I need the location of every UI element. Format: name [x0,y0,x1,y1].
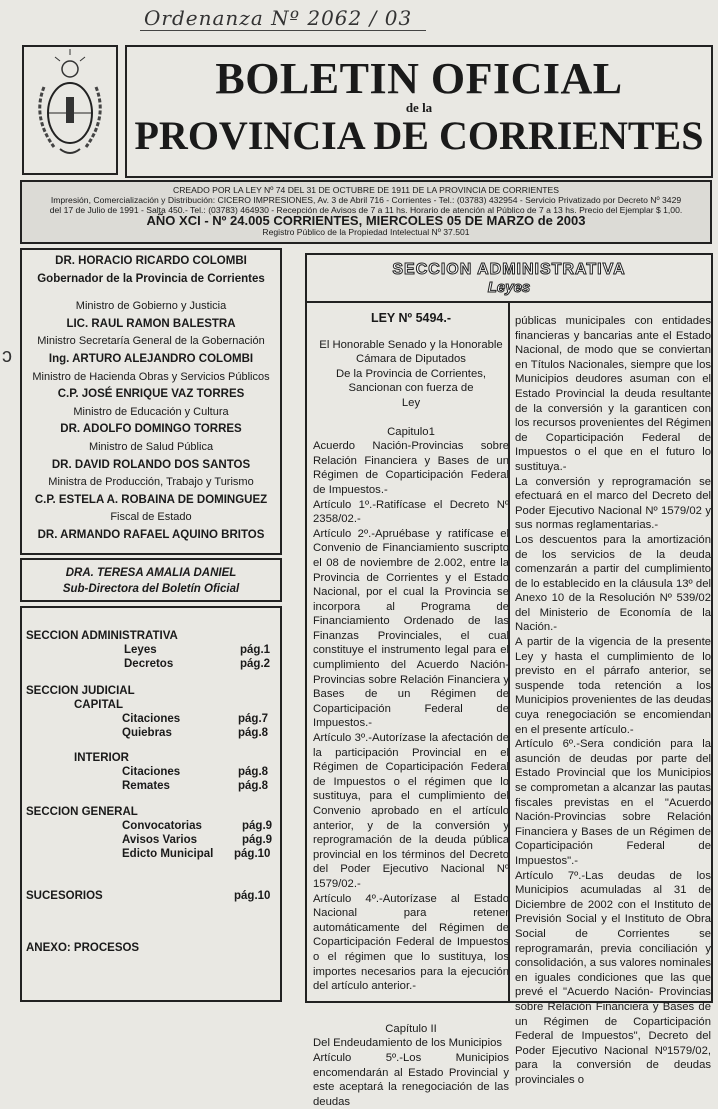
law-content [305,253,713,1108]
subdirector-box [20,558,282,602]
law-paragraph: La conversión y reprogramación se efectuará en el marco del Decreto del Poder Ejecutivo Nacional Nº 1579/02 y sus normas reglamentarias.- [515,475,711,532]
law-paragraph: Acuerdo Nación-Provincias sobre Relación Financiera y Bases de un Régimen de Coparticipación Federal de Impuestos.- [313,440,509,496]
official-line: Gobernador de la Provincia de Corrientes [37,272,265,285]
official-line: Ing. ARTURO ALEJANDRO COLOMBI [48,352,254,365]
official-line: Ministro Secretaría General de la Gobernación [37,335,265,348]
masthead-connector: de la [405,100,433,115]
toc-item[interactable]: Quiebras [122,727,172,739]
official-line: Ministra de Producción, Trabajo y Turismo [48,476,254,489]
section-subtitle: Leyes [487,279,531,296]
chapter-heading: Capítulo II [385,1022,437,1035]
toc-page: pág.7 [238,713,269,725]
official-line: Ministro de Gobierno y Justicia [75,300,227,313]
official-line: C.P. JOSÉ ENRIQUE VAZ TORRES [57,388,245,401]
masthead-province: PROVINCIA DE CORRIENTES [134,113,704,158]
subdirector-name: DRA. TERESA AMALIA DANIEL [65,567,237,579]
official-line: Ministro de Salud Pública [88,440,214,453]
law-paragraph: públicas municipales con entidades financieras y bancarias ante el Estado Nacional, de modo que se conviertan en Títulos Nacionales, siempre que los Municipios deudores asuman con el Estado Provincial la deuda resultante de la conversión y la garanticen con los recursos provenientes del Régimen de Coparticipación Federal de Impuestos o el que en el futuro lo sustituya.- [515,315,711,473]
handwritten-annotation: Ordenanza Nº 2062 / 03 [140,6,426,31]
section-title: SECCION ADMINISTRATIVA [392,261,626,278]
toc-page: pág.10 [234,890,271,902]
toc-section: SECCION ADMINISTRATIVA [26,630,178,642]
preamble-line: Cámara de Diputados [356,353,466,366]
issue-date: AÑO XCI - Nº 24.005 CORRIENTES, MIERCOLES 05 DE MARZO de 2003 [146,213,586,228]
law-column-1 [313,311,509,1109]
info-line: CREADO POR LA LEY Nº 74 DEL 31 DE OCTUBRE DE 1911 DE LA PROVINCIA DE CORRIENTES [172,185,559,195]
masthead-title: BOLETIN OFICIAL [215,54,623,103]
official-line [22,288,280,298]
law-paragraph: Artículo 3º.-Autorízase la afectación de la participación Provincial en el Régimen de Coparticipación Federal de Impuestos o el régimen que lo sustituya, para el cumplimiento del Convenio aprobado en el artículo anterior, y de la conversión y reprogramación de la deuda pública provincial en los términos del Decreto del Poder Ejecutivo Nacional Nº 1579/02.- [313,732,509,890]
official-line: Ministro de Hacienda Obras y Servicios Públicos [32,370,270,383]
table-of-contents [20,606,282,1002]
law-paragraph: Artículo 2º.-Apruébase y ratifícase el Convenio de Financiamiento suscripto el 08 de noviembre de 2.002, entre la Provincia de Corrientes y el Estado Nacional, por el cual la Provincia se incorpora al Programa de Financiamiento Ordenado de las Finanzas Provinciales, el cual constituye el instrumento legal para el cumplimiento del Acuerdo Nación-Provincias sobre Relación Financiera y Bases de un Régimen de Coparticipación Federal de Impuestos.- [313,527,509,730]
law-paragraph: Artículo 6º.-Sera condición para la asunción de deudas por parte del Estado Provincial que los Municipios se comprometan a alcanzar las pautas fiscales previstas en el "Acuerdo Nación-Provincias sobre Relación Financiera y Bases de un Régimen de Coparticipación Federal de Impuestos".- [515,738,711,867]
toc-page: pág.9 [242,820,273,832]
toc-page: pág.8 [238,780,269,792]
subdirector-role: Sub-Directora del Boletín Oficial [62,583,240,595]
toc-item[interactable]: Citaciones [122,713,181,725]
preamble-line: Sancionan con fuerza de [348,382,474,395]
publication-info [20,180,712,244]
toc-item[interactable]: Citaciones [122,766,181,778]
toc-item[interactable]: Edicto Municipal [122,848,214,860]
law-paragraph: Los descuentos para la amortización de los servicios de la deuda comenzarán a partir del cumplimiento de lo establecido en la cláusula 13º del Anexo 10 de la Resolución Nº 539/02 del Ministerio de Economía de la Nación.- [515,533,711,634]
toc-page: pág.8 [238,727,269,739]
official-line: Ministro de Educación y Cultura [73,405,229,418]
law-paragraph: A partir de la vigencia de la presente Ley y hasta el cumplimiento de lo previsto en el párrafo anterior, se suspende toda retención a los Municipios provenientes de las deudas cuya renegociación se encomiendan en el presente artículo.- [515,636,711,736]
binding-mark: ͻ [2,345,12,367]
law-preamble [313,338,509,411]
toc-page: pág.2 [240,658,271,670]
official-line: DR. DAVID ROLANDO DOS SANTOS [51,458,251,471]
toc-section: SECCION GENERAL [26,806,138,818]
toc-section: SECCION JUDICIAL [26,685,135,697]
toc-subsection: INTERIOR [74,752,129,764]
official-line: C.P. ESTELA A. ROBAINA DE DOMINGUEZ [34,493,268,506]
toc-item[interactable]: Decretos [124,658,174,670]
toc-item[interactable]: Convocatorias [122,820,202,832]
masthead [125,45,713,178]
info-line: del 17 de Julio de 1991 - Salta 450.- Tel.: (03783) 464930 - Recepción de Avisos de 7 a 11 hs. Horario de atención al Público de 7 a 13 hs. Precio del Ejemplar $ 1,00. [49,205,683,215]
official-line: DR. ARMANDO RAFAEL AQUINO BRITOS [37,528,265,541]
law-number: LEY Nº 5494.- [370,311,452,325]
toc-section[interactable]: ANEXO: PROCESOS [26,942,140,954]
toc-section[interactable]: SUCESORIOS [26,890,103,902]
info-line: Impresión, Comercialización y Distribución: CICERO IMPRESIONES, Av. 3 de Abril 716 - Corrientes - Tel.: (03783) 432954 - Servicio Privatizado por Decreto Nº 3429 [50,195,682,205]
toc-page: pág.9 [242,834,273,846]
preamble-line: Ley [401,396,421,409]
preamble-line: De la Provincia de Corrientes, [335,367,487,380]
official-line: DR. HORACIO RICARDO COLOMBI [55,255,247,267]
law-paragraph: Artículo 4º.-Autorízase al Estado Nacional para retener automáticamente del Régimen de Coparticipación Federal de Impuestos o el régimen que lo sustituya, los importes necesarios para la ejecución del artículo anterior.- [313,892,509,993]
toc-page: pág.8 [238,766,269,778]
officials-list [20,248,282,555]
preamble-line: El Honorable Senado y la Honorable [319,338,503,351]
official-line: DR. ADOLFO DOMINGO TORRES [60,423,242,436]
law-paragraph: Artículo 1º.-Ratifícase el Decreto Nº 2358/02.- [313,498,509,526]
toc-page: pág.10 [234,848,271,860]
official-line: Fiscal de Estado [110,511,192,524]
coat-of-arms-icon [24,47,116,173]
official-line: LIC. RAUL RAMON BALESTRA [66,317,236,330]
law-paragraph: Del Endeudamiento de los Municipios [313,1037,503,1050]
law-paragraph: Artículo 7º.-Las deudas de los Municipios acumuladas al 31 de Diciembre de 2002 con el Instituto de Previsión Social y el Instituto de Obra Social de Corrientes se reprogramarán, previa conciliación y consolidación, a sus valores nominales en iguales condiciones que las que prevé el "Acuerdo Nación- Provincias sobre Relación Financiera y Bases de un Régimen de Coparticipación Federal de Impuestos", Decreto del Poder Ejecutivo Nacional Nº1579/02, para la conversión de deudas provinciales o [515,869,711,1086]
chapter-heading: Capitulo1 [387,425,435,438]
toc-item[interactable]: Remates [122,780,170,792]
section-header [307,255,711,303]
toc-page: pág.1 [240,644,271,656]
toc-subsection: CAPITAL [74,699,123,711]
coat-of-arms-box [22,45,118,175]
law-column-2 [515,314,711,1087]
info-line: Registro Público de la Propiedad Intelectual Nº 37.501 [262,227,470,237]
law-paragraph: Artículo 5º.-Los Municipios encomendarán al Estado Provincial y este aceptará la renegociación de las deudas [313,1051,509,1108]
toc-item[interactable]: Avisos Varios [122,834,198,846]
toc-item[interactable]: Leyes [124,644,157,656]
